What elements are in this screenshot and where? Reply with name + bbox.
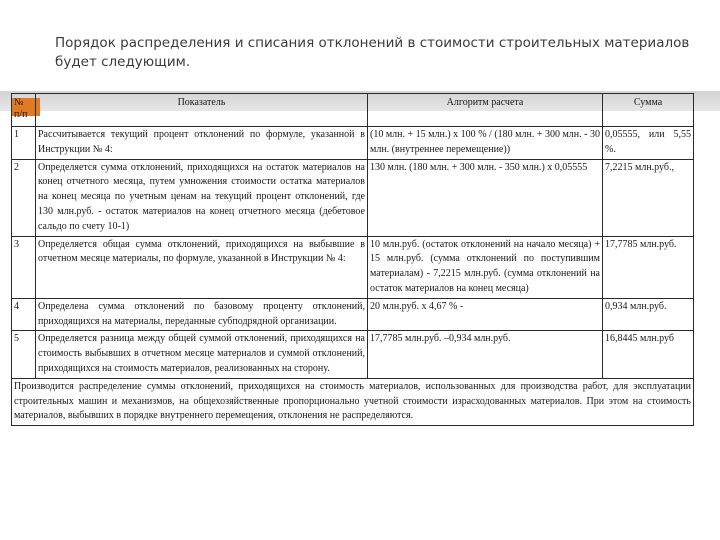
table-row	[12, 159, 694, 236]
row-sum: 0,934 млн.руб.	[603, 298, 694, 331]
header-num: № п/п	[12, 94, 36, 127]
header-sum: Сумма	[603, 94, 694, 127]
table-final-row	[12, 378, 694, 425]
table-row	[12, 236, 694, 298]
row-indicator: Определяется сумма отклонений, приходящихся на остаток материалов на конец отчетного месяца, путем умножения стоимости остатка материалов на конец месяца по учетным ценам на текущий процент отклонений, где 130 млн.руб. - остаток материалов на конец отчетного месяца (дебетовое сальдо по счету 10-1)	[36, 159, 368, 236]
row-sum: 0,05555, или 5,55 %.	[603, 127, 694, 160]
header-indicator: Показатель	[36, 94, 368, 127]
header-algorithm: Алгоритм расчета	[368, 94, 603, 127]
row-number: 1	[12, 127, 36, 160]
row-sum: 7,2215 млн.руб.,	[603, 159, 694, 236]
row-sum: 16,8445 млн.руб	[603, 331, 694, 378]
table-row	[12, 298, 694, 331]
row-number: 5	[12, 331, 36, 378]
row-sum: 17,7785 млн.руб.	[603, 236, 694, 298]
row-indicator: Определена сумма отклонений по базовому проценту отклонений, приходящихся на материалы, переданные субподрядной организации.	[36, 298, 368, 331]
final-note: Производится распределение суммы отклонений, приходящихся на стоимость материалов, использованных для производства работ, для эксплуатации строительных машин и механизмов, на общехозяйственные пропорционально учетной стоимости израсходованных материалов. При этом на стоимость материалов, выбывших в порядке внутреннего перемещения, отклонения не распределяются.	[12, 378, 694, 425]
deviation-table	[11, 93, 694, 426]
row-indicator: Рассчитывается текущий процент отклонений по формуле, указанной в Инструкции № 4:	[36, 127, 368, 160]
row-algorithm: 17,7785 млн.руб. –0,934 млн.руб.	[368, 331, 603, 378]
row-number: 4	[12, 298, 36, 331]
page-title: Порядок распределения и списания отклонений в стоимости строительных материалов будет следующим.	[55, 35, 690, 70]
table-row	[12, 331, 694, 378]
table-header-row	[12, 94, 694, 127]
row-indicator: Определяется общая сумма отклонений, приходящихся на выбывшие в отчетном месяце материалы, по формуле, указанной в Инструкции № 4:	[36, 236, 368, 298]
row-algorithm: (10 млн. + 15 млн.) х 100 % / (180 млн. + 300 млн. - 30 млн. (внутреннее перемещение))	[368, 127, 603, 160]
row-algorithm: 20 млн.руб. х 4,67 % -	[368, 298, 603, 331]
row-number: 3	[12, 236, 36, 298]
row-indicator: Определяется разница между общей суммой отклонений, приходящихся на стоимость выбывших в отчетном месяце материалов и суммой отклонений, приходящихся на стоимость материалов, реализованных на сторону.	[36, 331, 368, 378]
row-algorithm: 10 млн.руб. (остаток отклонений на начало месяца) + 15 млн.руб. (сумма отклонений по поступившим материалам) - 7,2215 млн.руб. (сумма отклонений на остаток материалов на конец месяца)	[368, 236, 603, 298]
row-number: 2	[12, 159, 36, 236]
row-algorithm: 130 млн. (180 млн. + 300 млн. - 350 млн.) х 0,05555	[368, 159, 603, 236]
table-row	[12, 127, 694, 160]
